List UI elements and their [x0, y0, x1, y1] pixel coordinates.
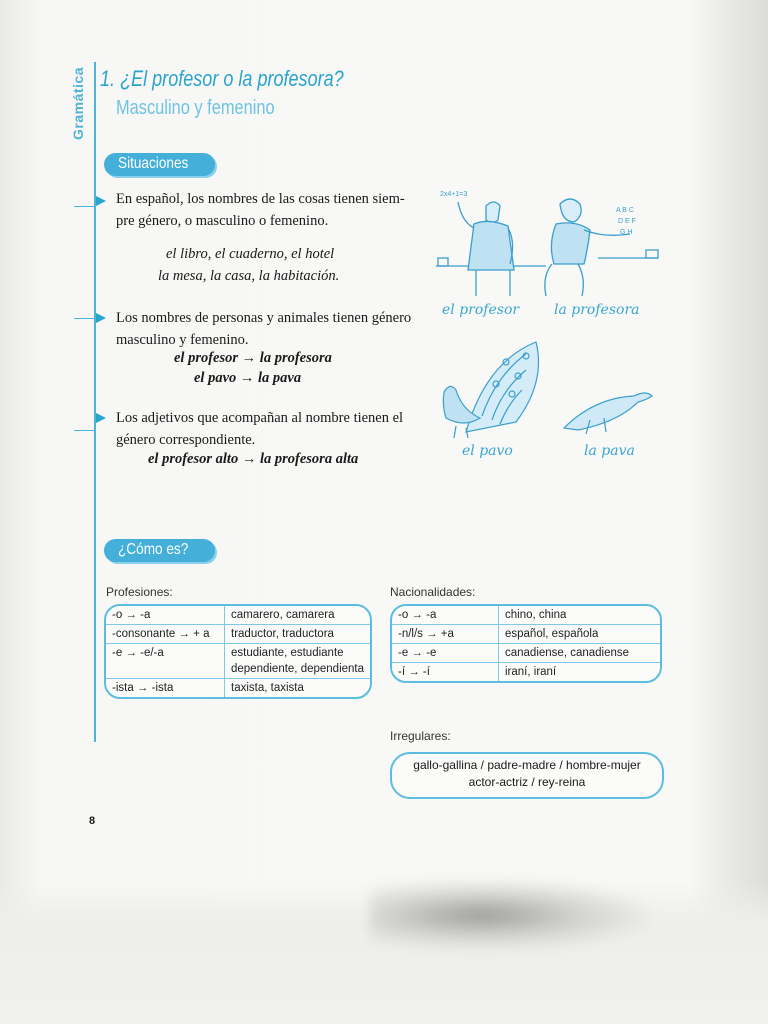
margin-tick: [74, 318, 96, 319]
rule-cell: -n/l/s → +a: [392, 625, 499, 644]
paragraph-1: En español, los nombres de las cosas tienen siem- pre género, o masculino o femenino.: [116, 191, 405, 229]
table-row: [392, 644, 660, 663]
table-row: [392, 606, 660, 625]
example-cell: español, española: [499, 625, 660, 644]
situaciones-heading: Situaciones: [104, 153, 215, 176]
rule-cell: -e → -e/-a: [106, 644, 225, 679]
rule-cell: -o → -a: [392, 606, 499, 625]
example-cell: canadiense, canadiense: [499, 644, 660, 663]
teacher-man-illustration: [436, 184, 546, 299]
table-row: [106, 644, 370, 679]
table-row: [106, 606, 370, 625]
irregulares-label: Irregulares:: [390, 729, 451, 743]
rule-cell: -o → -a: [106, 606, 225, 625]
example-1-line-1: el libro, el cuaderno, el hotel: [166, 246, 335, 262]
page-number: 8: [89, 815, 96, 827]
lesson-subtitle: Masculino y femenino: [116, 97, 275, 119]
example-2-line-2: el pavo → la pava: [194, 370, 302, 386]
profesiones-table: [104, 604, 372, 699]
rule-cell: -consonante → + a: [106, 625, 225, 644]
bullet-arrow-icon: [96, 313, 106, 323]
nacionalidades-label: Nacionalidades:: [390, 585, 476, 599]
caption-la-profesora: la profesora: [554, 302, 640, 318]
example-3: el profesor alto → la profesora alta: [148, 451, 359, 467]
example-cell: taxista, taxista: [231, 682, 304, 694]
peahen-illustration: [560, 384, 660, 440]
irregulares-box: gallo-gallina / padre-madre / hombre-mujer actor-actriz / rey-reina: [390, 752, 664, 799]
rule-cell: -ista → -ista: [106, 679, 225, 697]
paragraph-2: Los nombres de personas y animales tienen género masculino y femenino.: [116, 310, 412, 348]
example-cell: chino, china: [499, 606, 660, 625]
caption-el-profesor: el profesor: [442, 302, 520, 318]
section-side-label: Gramática: [70, 67, 86, 140]
lesson-title: 1. ¿El profesor o la profesora?: [100, 66, 344, 91]
margin-tick: [74, 206, 96, 207]
example-cell: traductor, traductora: [225, 625, 370, 644]
scan-smudge: [370, 880, 650, 950]
nacionalidades-table: [390, 604, 662, 683]
example-cell: estudiante, estudiante dependiente, dependienta: [225, 644, 370, 679]
margin-rule: [94, 62, 96, 742]
caption-el-pavo: el pavo: [462, 443, 513, 459]
board-writing-right-1: A B C: [616, 207, 634, 214]
board-writing-left: 2x4+1=3: [440, 191, 468, 198]
board-writing-right-3: G H: [620, 229, 633, 236]
bullet-arrow-icon: [96, 196, 106, 206]
rule-cell: -í → -í: [392, 663, 499, 681]
peacock-illustration: [436, 336, 556, 440]
table-row: [392, 625, 660, 644]
paragraph-3: Los adjetivos que acompañan al nombre tienen el género correspondiente.: [116, 410, 404, 448]
como-es-heading: ¿Cómo es?: [104, 539, 215, 562]
profesiones-label: Profesiones:: [106, 585, 173, 599]
teacher-woman-illustration: [538, 190, 662, 300]
rule-cell: -e → -e: [392, 644, 499, 663]
table-row: [392, 663, 660, 681]
example-cell: camarero, camarera: [225, 606, 370, 625]
example-1-line-2: la mesa, la casa, la habitación.: [158, 268, 340, 284]
caption-la-pava: la pava: [584, 443, 635, 459]
table-row: [106, 625, 370, 644]
table-row: [106, 679, 370, 697]
bullet-arrow-icon: [96, 413, 106, 423]
board-writing-right-2: D E F: [618, 218, 636, 225]
margin-tick: [74, 430, 96, 431]
example-2-line-1: el profesor → la profesora: [174, 350, 332, 366]
example-cell: iraní, iraní: [505, 666, 557, 678]
